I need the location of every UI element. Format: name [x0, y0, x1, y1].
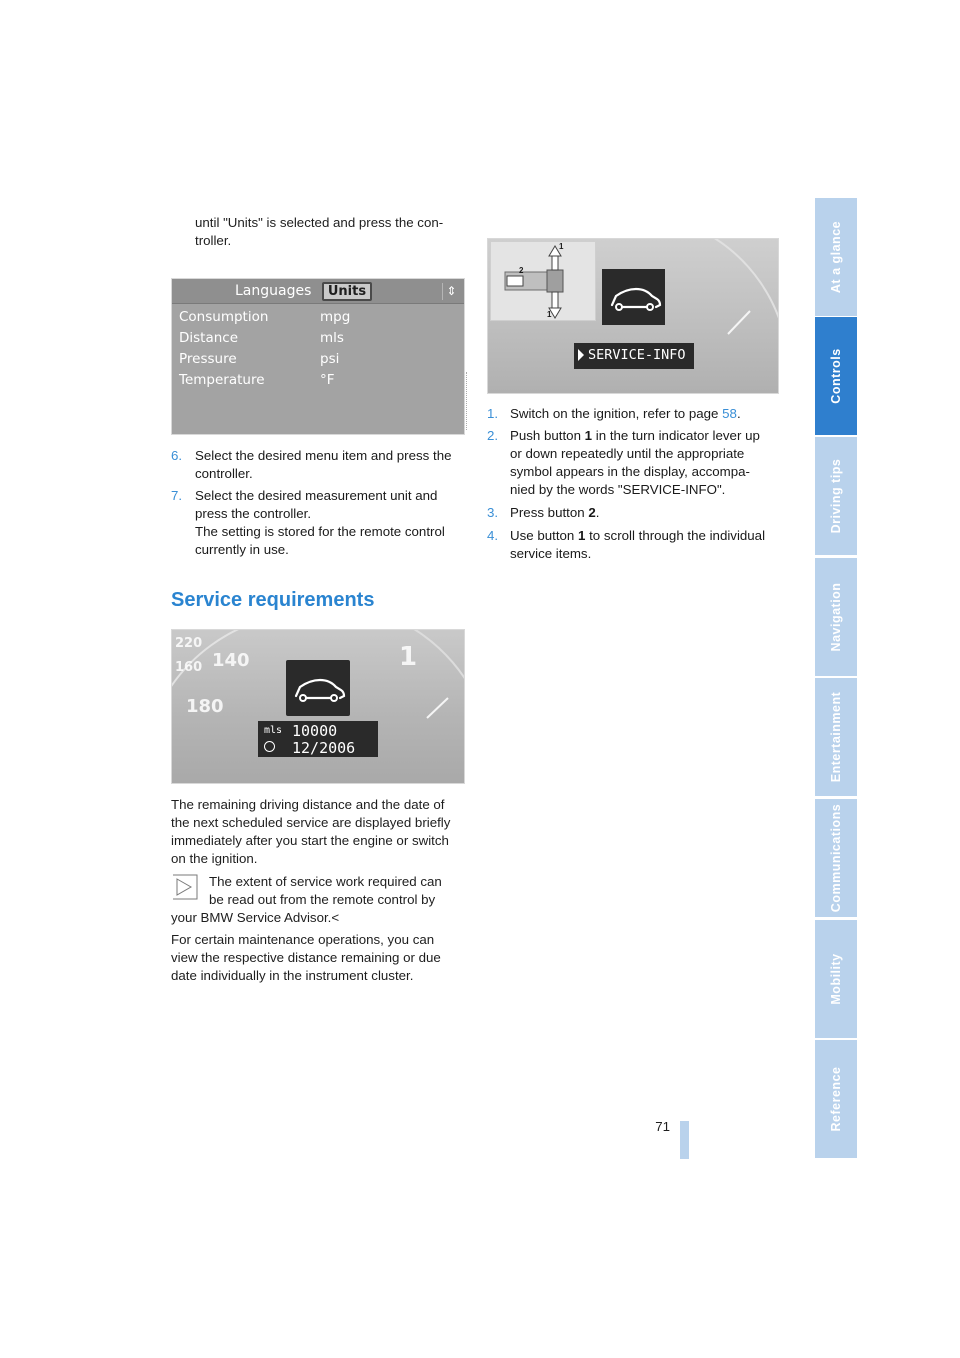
right-step-4: 4. Use button 1 to scroll through the individual service items.: [487, 528, 766, 561]
unit-row-value: °F: [320, 372, 335, 388]
step-7: 7. Select the desired measurement unit and press the controller. The setting is stored for the remote control currently in use.: [171, 488, 445, 557]
para-1-line-1: The remaining driving distance and the date of: [171, 797, 445, 812]
note-end-mark: <: [331, 910, 340, 925]
right-step-1: 1. Switch on the ignition, refer to page 58.: [487, 406, 741, 421]
car-symbol-display: [602, 269, 665, 325]
unit-row-label: Consumption: [179, 309, 269, 325]
para-2-line-2: view the respective distance remaining or due: [171, 950, 441, 965]
step-6: 6. Select the desired menu item and press the controller.: [171, 448, 452, 481]
page-number: 71: [655, 1119, 670, 1134]
units-tab: Units: [322, 282, 372, 301]
unit-row-label: Temperature: [179, 372, 265, 388]
page-marker-bar: [680, 1121, 689, 1159]
car-icon: [602, 269, 665, 325]
car-symbol-display: [286, 660, 350, 716]
lever-display-image: [487, 238, 779, 394]
turn-indicator-lever-inset: 1 2 1: [490, 241, 596, 321]
service-info-label-display: SERVICE-INFO: [574, 343, 694, 369]
service-info-readout: mls 10000 12/2006: [258, 721, 378, 757]
unit-row-value: mls: [320, 330, 344, 346]
para-1-line-2: the next scheduled service are displayed briefly: [171, 815, 451, 830]
unit-row-label: Distance: [179, 330, 239, 346]
tab-driving-tips[interactable]: Driving tips: [815, 437, 857, 555]
page-link[interactable]: 58: [722, 406, 737, 421]
note-line-2: be read out from the remote control by: [209, 892, 436, 907]
tab-entertainment[interactable]: Entertainment: [815, 678, 857, 796]
tab-communications[interactable]: Communications: [815, 799, 857, 917]
tab-mobility[interactable]: Mobility: [815, 920, 857, 1038]
units-menu-header: [172, 279, 464, 304]
units-display-image: [171, 278, 465, 435]
unit-row-value: mpg: [320, 309, 351, 325]
clock-icon: [264, 741, 275, 752]
unit-row-value: psi: [320, 351, 340, 367]
para-1-line-3: immediately after you start the engine or switch: [171, 833, 449, 848]
unit-row-label: Pressure: [179, 351, 237, 367]
para-2-line-1: For certain maintenance operations, you can: [171, 932, 435, 947]
play-arrow-icon: [578, 349, 584, 361]
note-line-1: The extent of service work required can: [209, 874, 442, 889]
note-icon: [171, 873, 199, 901]
para-1-line-4: on the ignition.: [171, 851, 258, 866]
image-code-vertical: [466, 372, 472, 432]
service-display-image: 220 140 160 180 1 mls 10000 12/2006: [171, 629, 465, 784]
section-title: Service requirements: [171, 589, 375, 611]
right-step-2: 2. Push button 1 in the turn indicator lever up or down repeatedly until the appropriate symbol appears in the display, accompa- nied by the words "SERVICE-INFO".: [487, 428, 760, 497]
tab-navigation[interactable]: Navigation: [815, 558, 857, 676]
tab-controls[interactable]: Controls: [815, 317, 857, 435]
para-2-line-3: date individually in the instrument cluster.: [171, 968, 414, 983]
tab-reference[interactable]: Reference: [815, 1040, 857, 1158]
right-step-3: 3. Press button 2.: [487, 505, 600, 520]
intro-line-1: until "Units" is selected and press the con-: [195, 215, 444, 230]
note-line-3: your BMW Service Advisor.<: [171, 910, 340, 925]
languages-tab: Languages: [235, 283, 312, 299]
tab-at-a-glance[interactable]: At a glance: [815, 198, 857, 316]
scroll-arrows-icon: ⇕: [442, 283, 460, 300]
intro-line-2: troller.: [195, 233, 232, 248]
car-icon: [286, 660, 350, 716]
